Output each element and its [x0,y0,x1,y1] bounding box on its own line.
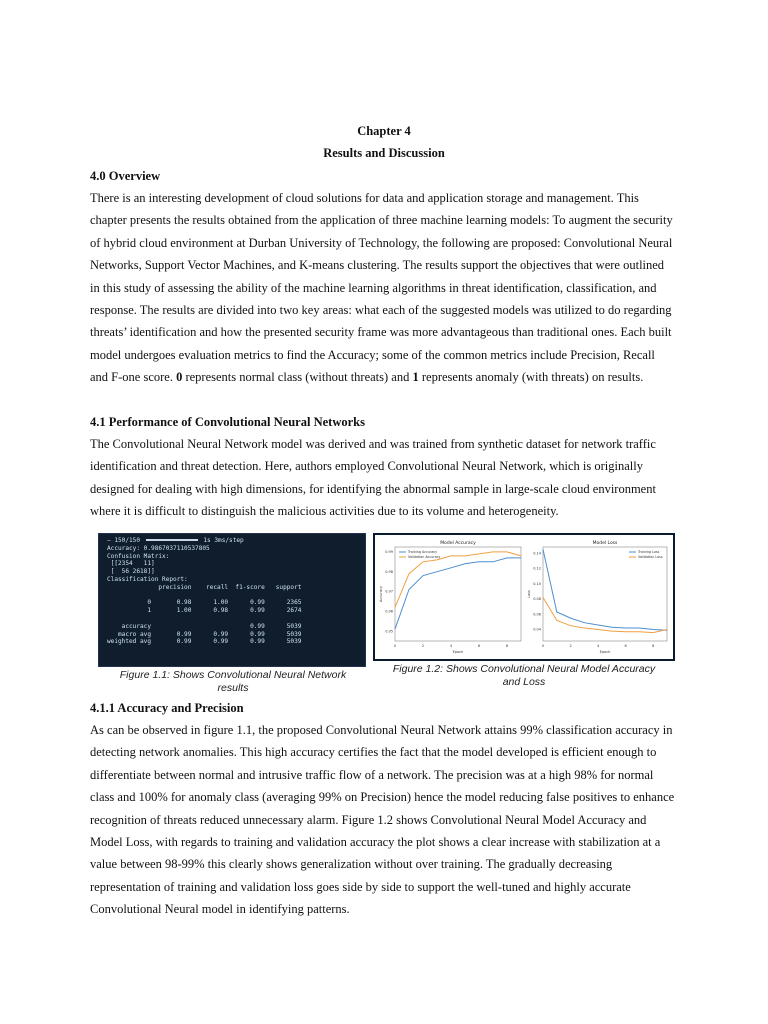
report-row: accuracy 0.99 5039 [107,622,302,630]
paragraph-line: model undergoes evaluation metrics to find the Accuracy; some of the common metrics include Precision, Recall [90,347,655,362]
accuracy-loss-figure [373,533,675,661]
cnn-paragraph [90,433,678,523]
x-tick-label: 0 [541,644,545,648]
class-zero-label: 0 [176,370,183,385]
x-axis-label: Epoch [599,650,611,654]
progress-count: 150/150 [114,537,141,544]
legend-entry: Validation Loss [638,555,663,560]
x-tick-label: 8 [652,644,655,648]
report-title: Classification Report: [107,575,188,583]
chart-title: Model Accuracy [440,541,476,546]
accuracy-paragraph [90,719,678,921]
x-tick-label: 0 [393,644,397,648]
charts-svg [375,535,673,659]
caption-line: results [217,681,249,694]
report-row: macro avg 0.99 0.99 0.99 5039 [107,630,302,638]
legend-entry: Training Accuracy [408,550,438,555]
paragraph-line: detecting network anomalies. This high accuracy certifies the fact that the model developed is efficient enough to [90,745,657,760]
paragraph-line: differentiate between normal and intrusive traffic flow of a network. The precision was at a high 98% for normal [90,767,654,782]
figure-2-caption [373,663,675,688]
y-tick-label: 0.04 [533,627,541,632]
y-tick-label: 0.98 [385,569,393,574]
confusion-matrix-row: [[2354 11] [107,560,155,568]
paragraph-line: where it is difficult to distinguish the malicious activities due to its volume and heterogeneity. [90,504,559,519]
paragraph-line-last [90,366,678,388]
paragraph-line: Model Loss, with regards to training and validation accuracy the plot shows a clear increase with stabilization at a [90,835,661,850]
report-row: 1 1.00 0.98 0.99 2674 [107,607,302,615]
accuracy-heading: 4.1.1 Accuracy and Precision [90,701,244,715]
legend-entry: Validation Accuracy [408,555,441,560]
y-tick-label: 0.08 [533,597,541,602]
caption-line: Figure 1.1: Shows Convolutional Neural Network [119,669,347,681]
y-tick-label: 0.97 [385,589,393,594]
y-tick-label: 0.99 [385,550,393,555]
confusion-matrix-row: [ 56 2618]] [107,568,155,576]
paragraph-line: chapter presents the results obtained from the application of three machine learning models: To augment the security [90,213,673,228]
timing-text: 1s 3ms/step [203,537,244,544]
paragraph-line: Networks, Support Vector Machines, and K-means clustering. The results support the objectives that were outlined [90,258,665,273]
cnn-heading: 4.1 Performance of Convolutional Neural Networks [90,415,365,429]
x-tick-label: 2 [421,644,425,648]
progress-bar [146,539,198,541]
accuracy-line: Accuracy: 0.9867037110537805 [107,544,210,552]
y-tick-label: 0.96 [385,609,393,614]
paragraph-line: of hybrid cloud environment at Durban University of Technology, the following are proposed: Convolutional Neural [90,235,673,250]
y-tick-label: 0.12 [533,566,541,571]
paragraph-line: identification and threat detection. Here, authors employed Convolutional Neural Network, which is originally [90,459,643,474]
x-axis-label: Epoch [452,650,464,654]
y-tick-label: 0.95 [385,629,393,634]
paragraph-line: recognition of threats reduced unnecessary alarm. Figure 1.2 shows Convolutional Neural Model Accuracy and [90,812,647,827]
y-tick-label: 0.10 [533,581,541,586]
overview-paragraph [90,187,678,389]
paragraph-line: representation of training and validation loss goes side by side to support the well-tuned and highly accurate [90,879,631,894]
paragraph-line: class and 100% for anomaly class (averaging 99% on Precision) hence the model reducing false positives to enhance [90,790,675,805]
class-one-label: 1 [412,370,419,385]
text-fragment: and F-one score. [90,370,177,385]
x-tick-label: 4 [449,644,453,648]
text-fragment: represents anomaly (with threats) on results. [418,370,644,385]
paragraph-line: As can be observed in figure 1.1, the proposed Convolutional Neural Network attains 99% classification accuracy in [90,723,673,737]
overview-heading: 4.0 Overview [90,169,161,183]
y-axis-label: Accuracy [379,586,383,602]
x-tick-label: 8 [505,644,509,648]
paragraph-line: Convolutional Neural model in identifying patterns. [90,902,350,917]
paragraph-line: There is an interesting development of cloud solutions for data and application storage and management. This [90,191,639,205]
caption-line: and Loss [502,675,546,688]
paragraph-line: threats’ identification and how the presented security frame was more advantageous than traditional ones. Each built [90,325,672,340]
chapter-title: Results and Discussion [323,146,445,160]
y-tick-label: 0.06 [533,612,541,617]
report-row: 0 0.98 1.00 0.99 2365 [107,599,302,607]
chapter-number: Chapter 4 [357,124,411,138]
report-header: precision recall f1-score support [107,583,302,591]
paragraph-line: value between 98-99% this clearly shows generalization without over training. The gradually decreasing [90,857,613,872]
caption-line: Figure 1.2: Shows Convolutional Neural Model Accuracy [392,663,656,675]
x-tick-label: 4 [596,644,600,648]
report-row: weighted avg 0.99 0.99 0.99 5039 [107,638,302,646]
y-tick-label: 0.14 [533,551,541,556]
x-tick-label: 2 [569,644,572,648]
paragraph-line: The Convolutional Neural Network model was derived and was trained from synthetic dataset for network traffic [90,437,656,451]
y-axis-label: Loss [527,590,531,598]
legend-entry: Training Loss [638,550,660,555]
paragraph-line: response. The results are divided into two key areas: what each of the suggested models was utilized to do regarding [90,303,672,318]
paragraph-line: in this study of assessing the ability of the machine learning algorithms in threat identification, classification, and [90,280,657,295]
chart-title: Model Loss [592,541,618,546]
paragraph-line: designed for dealing with high dimensions, for identifying the abnormal sample in large-scale cloud environment [90,481,656,496]
x-tick-label: 6 [477,644,481,648]
figure-1-caption [98,669,368,694]
confusion-matrix-title: Confusion Matrix: [107,552,170,560]
terminal-output-figure: — 150/150 1s 3ms/step Accuracy: 0.9867037110537805 Confusion Matrix: [[2354 11] [ 56 2618]] Classification Report: precision recall f1-score support 0 0.98 1.00 0.99 2365 1 1.00 0.98 0.99 2674 accuracy 0.99 5039 macro avg 0.99 0.99 0.99 5039 weighted avg 0.99 0.99 0.99 5039 [98,533,366,667]
x-tick-label: 6 [624,644,627,648]
text-fragment: represents normal class (without threats) and [182,370,413,385]
